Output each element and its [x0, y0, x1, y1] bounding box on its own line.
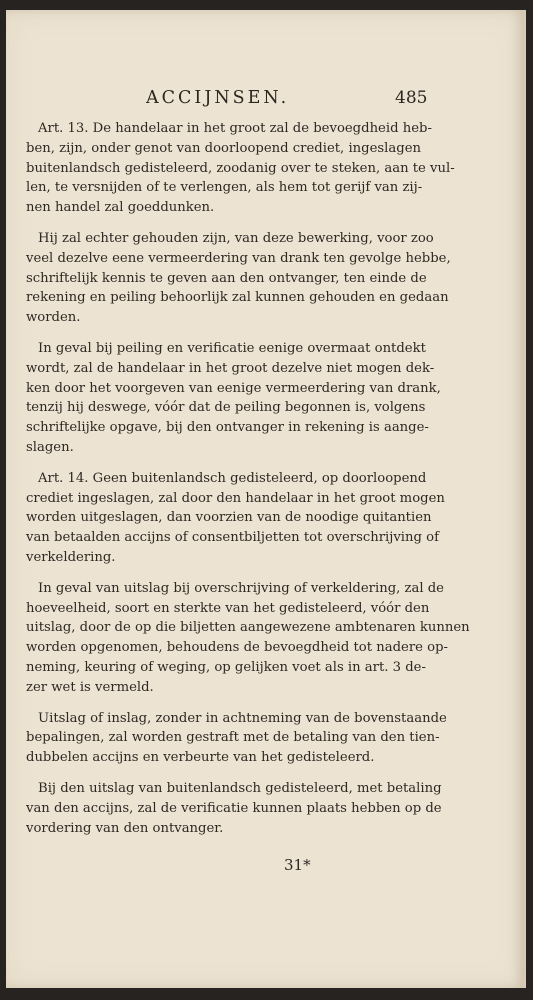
body-text: [26, 119, 470, 849]
text-line: crediet ingeslagen, zal door den handelaar in het groot mogen: [26, 490, 445, 506]
text-line: van betaalden accijns of consentbiljetten tot overschrijving of: [26, 530, 439, 546]
text-line: schriftelijk kennis te geven aan den ontvanger, ten einde de: [26, 270, 427, 286]
text-line: In geval van uitslag bij overschrijving of verkeldering, zal de: [38, 580, 444, 596]
text-line: tenzij hij deswege, vóór dat de peiling begonnen is, volgens: [26, 400, 426, 416]
page-number: 485: [395, 88, 428, 108]
text-line: bepalingen, zal worden gestraft met de betaling van den tien-: [26, 730, 440, 746]
text-line: len, te versnijden of te verlengen, als hem tot gerijf van zij-: [26, 180, 423, 196]
text-line: Art. 14. Geen buitenlandsch gedisteleerd, op doorloopend: [38, 470, 427, 486]
book-page: [6, 10, 526, 988]
text-line: nen handel zal goeddunken.: [26, 200, 215, 216]
text-line: zer wet is vermeld.: [26, 679, 154, 695]
text-line: verkeldering.: [26, 549, 116, 565]
text-line: wordt, zal de handelaar in het groot dezelve niet mogen dek-: [26, 360, 435, 376]
text-line: slagen.: [26, 439, 74, 455]
page-header: [6, 88, 524, 112]
text-line: Bij den uitslag van buitenlandsch gedisteleerd, met betaling: [38, 780, 442, 796]
text-line: neming, keuring of weging, op gelijken voet als in art. 3 de-: [26, 659, 426, 675]
text-line: worden.: [26, 310, 81, 326]
text-line: buitenlandsch gedisteleerd, zoodanig over te steken, aan te vul-: [26, 160, 455, 176]
signature-mark: 31*: [284, 856, 311, 874]
paragraph: [26, 579, 470, 698]
paragraph-art-13: [26, 119, 455, 218]
paragraph: [26, 779, 442, 838]
paragraph-art-14: [26, 469, 445, 568]
running-title: ACCIJNSEN.: [146, 88, 290, 108]
text-line: van den accijns, zal de verificatie kunnen plaats hebben op de: [26, 800, 442, 816]
text-line: rekening en peiling behoorlijk zal kunnen gehouden en gedaan: [26, 290, 449, 306]
text-line: hoeveelheid, soort en sterkte van het gedisteleerd, vóór den: [26, 600, 430, 616]
text-line: ben, zijn, onder genot van doorloopend crediet, ingeslagen: [26, 140, 421, 156]
text-line: Art. 13. De handelaar in het groot zal de bevoegdheid heb-: [38, 121, 432, 136]
paragraph: [26, 229, 451, 328]
text-line: dubbelen accijns en verbeurte van het gedisteleerd.: [26, 750, 375, 766]
text-line: uitslag, door de op die biljetten aangewezene ambtenaren kunnen: [26, 620, 470, 636]
text-line: In geval bij peiling en verificatie eenige overmaat ontdekt: [38, 340, 426, 356]
text-line: worden opgenomen, behoudens de bevoegdheid tot nadere op-: [26, 640, 448, 656]
text-line: ken door het voorgeven van eenige vermeerdering van drank,: [26, 380, 441, 396]
text-line: Uitslag of inslag, zonder in achtneming van de bovenstaande: [38, 710, 447, 726]
text-line: schriftelijke opgave, bij den ontvanger in rekening is aange-: [26, 420, 429, 436]
text-line: worden uitgeslagen, dan voorzien van de noodige quitantien: [26, 510, 432, 526]
text-line: Hij zal echter gehouden zijn, van deze bewerking, voor zoo: [38, 230, 434, 246]
text-line: veel dezelve eene vermeerdering van drank ten gevolge hebbe,: [26, 250, 451, 266]
paragraph: [26, 339, 441, 458]
paragraph: [26, 709, 447, 768]
text-line: vordering van den ontvanger.: [26, 820, 224, 836]
